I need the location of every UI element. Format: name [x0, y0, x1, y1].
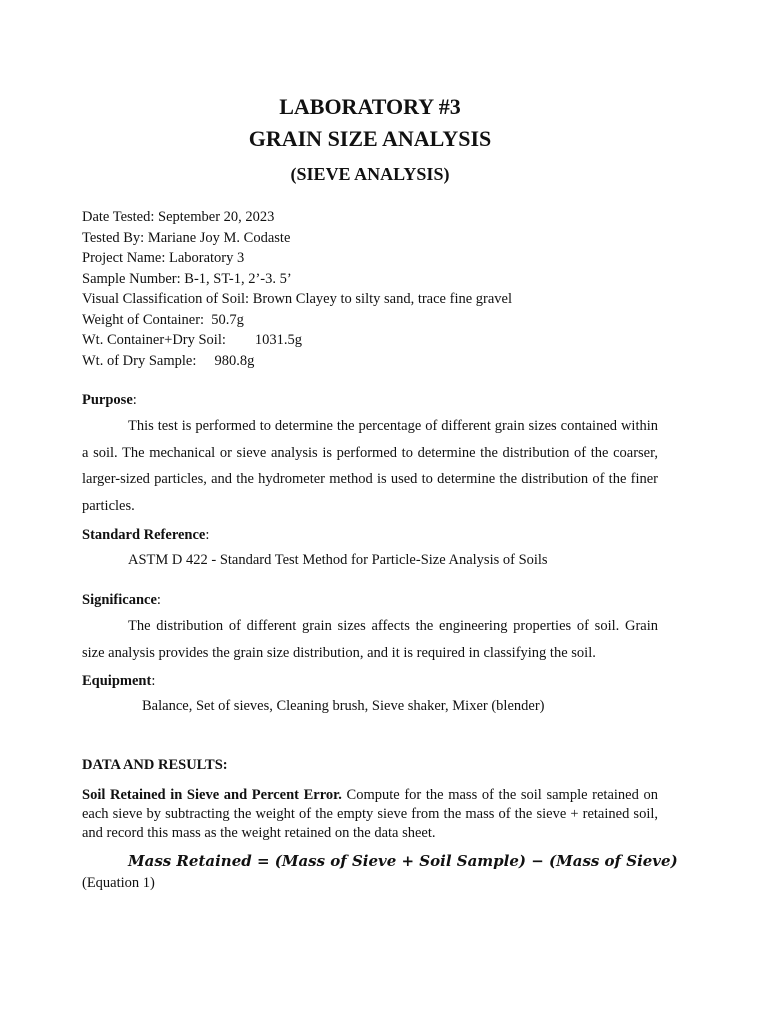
- sample-number: Sample Number: B-1, ST-1, 2’-3. 5’: [82, 270, 292, 287]
- equipment-colon: :: [151, 673, 156, 689]
- data-results-paragraph: [82, 786, 658, 843]
- purpose-heading: Purpose: [82, 392, 133, 408]
- tested-by: Tested By: Mariane Joy M. Codaste: [82, 229, 291, 246]
- purpose-section: [82, 392, 658, 519]
- lab-number-title: LABORATORY #3: [279, 94, 461, 119]
- standard-reference-heading-line: [82, 527, 658, 544]
- page-subtitle: (SIEVE ANALYSIS): [290, 164, 450, 184]
- significance-text: The distribution of different grain sizes affects the engineering properties of soil. Grain size analysis provides the grain size distribution, and it is required in classifying the soil.: [82, 618, 658, 661]
- wt-container-dry-soil: Wt. Container+Dry Soil: 1031.5g: [82, 332, 303, 348]
- standard-reference-text: ASTM D 422 - Standard Test Method for Particle-Size Analysis of Soils: [128, 552, 548, 568]
- equipment-heading: Equipment: [82, 673, 152, 689]
- standard-reference-section: [82, 527, 658, 569]
- purpose-colon: :: [132, 392, 137, 408]
- data-results-text: Compute for the mass of the soil sample retained on each sieve by subtracting the weight of the empty sieve from the mass of the sieve + retained soil, and record this mass as the weight retained on the data sheet.: [82, 787, 658, 841]
- wt-dry-sample: Wt. of Dry Sample: 980.8g: [82, 352, 255, 369]
- data-results-heading: DATA AND RESULTS:: [82, 757, 228, 773]
- significance-heading: Significance: [82, 592, 157, 608]
- sample-info: [82, 207, 512, 371]
- significance-colon: :: [156, 592, 161, 608]
- standard-reference-heading: Standard Reference: [82, 527, 206, 543]
- purpose-text: This test is performed to determine the percentage of different grain sizes contained within a soil. The mechanical or sieve analysis is performed to determine the distribution of the coarser, larger-sized particles, and the hydrometer method is used to determine the distribution of the finer particles.: [82, 418, 658, 514]
- equipment-text: Balance, Set of sieves, Cleaning brush, Sieve shaker, Mixer (blender): [142, 698, 545, 714]
- page-title: GRAIN SIZE ANALYSIS: [248, 126, 492, 151]
- weight-of-container: Weight of Container: 50.7g: [82, 311, 244, 328]
- date-tested: Date Tested: September 20, 2023: [82, 209, 275, 225]
- equipment-section: [82, 673, 658, 715]
- visual-classification: Visual Classification of Soil: Brown Clayey to silty sand, trace fine gravel: [82, 291, 513, 307]
- standard-reference-colon: :: [205, 527, 210, 543]
- significance-heading-line: [82, 592, 658, 609]
- purpose-heading-line: [82, 392, 658, 409]
- equation-1: Mass Retained = (Mass of Sieve + Soil Sample) − (Mass of Sieve): [128, 852, 678, 870]
- equation-label: (Equation 1): [82, 875, 155, 891]
- data-results-subheading: Soil Retained in Sieve and Percent Error.: [82, 787, 342, 803]
- project-name: Project Name: Laboratory 3: [82, 250, 245, 266]
- significance-section: [82, 592, 658, 666]
- equipment-heading-line: [82, 673, 658, 690]
- data-results-section: [82, 757, 658, 843]
